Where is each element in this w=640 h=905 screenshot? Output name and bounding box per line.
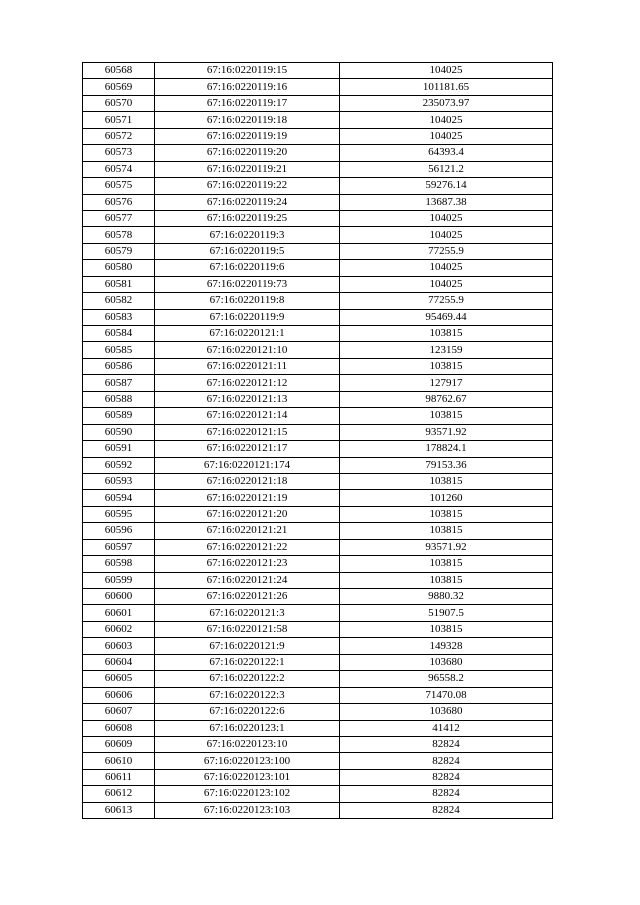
table-row xyxy=(83,128,553,144)
value-cell: 13687.38 xyxy=(340,194,553,210)
cadastral-number-cell: 67:16:0220119:24 xyxy=(155,194,340,210)
document-page xyxy=(82,62,553,819)
table-row xyxy=(83,589,553,605)
value-cell: 104025 xyxy=(340,227,553,243)
value-cell: 104025 xyxy=(340,210,553,226)
value-cell: 103680 xyxy=(340,704,553,720)
value-cell: 103815 xyxy=(340,326,553,342)
row-number-cell: 60582 xyxy=(83,293,155,309)
cadastral-number-cell: 67:16:0220123:103 xyxy=(155,802,340,818)
row-number-cell: 60568 xyxy=(83,63,155,79)
table-row xyxy=(83,473,553,489)
value-cell: 104025 xyxy=(340,276,553,292)
value-cell: 64393.4 xyxy=(340,145,553,161)
table-row xyxy=(83,769,553,785)
table-row xyxy=(83,408,553,424)
table-row xyxy=(83,654,553,670)
value-cell: 104025 xyxy=(340,128,553,144)
cadastral-number-cell: 67:16:0220119:8 xyxy=(155,293,340,309)
cadastral-number-cell: 67:16:0220119:73 xyxy=(155,276,340,292)
row-number-cell: 60590 xyxy=(83,424,155,440)
cadastral-number-cell: 67:16:0220121:23 xyxy=(155,556,340,572)
table-row xyxy=(83,95,553,111)
table-row xyxy=(83,704,553,720)
row-number-cell: 60598 xyxy=(83,556,155,572)
table-row xyxy=(83,539,553,555)
row-number-cell: 60586 xyxy=(83,358,155,374)
row-number-cell: 60595 xyxy=(83,506,155,522)
cadastral-number-cell: 67:16:0220119:6 xyxy=(155,260,340,276)
cadastral-number-cell: 67:16:0220119:16 xyxy=(155,79,340,95)
cadastral-number-cell: 67:16:0220119:3 xyxy=(155,227,340,243)
table-row xyxy=(83,687,553,703)
row-number-cell: 60603 xyxy=(83,638,155,654)
table-row xyxy=(83,227,553,243)
cadastral-number-cell: 67:16:0220122:3 xyxy=(155,687,340,703)
cadastral-number-cell: 67:16:0220121:58 xyxy=(155,621,340,637)
cadastral-number-cell: 67:16:0220122:1 xyxy=(155,654,340,670)
value-cell: 103815 xyxy=(340,572,553,588)
table-row xyxy=(83,276,553,292)
row-number-cell: 60588 xyxy=(83,391,155,407)
cadastral-number-cell: 67:16:0220121:13 xyxy=(155,391,340,407)
row-number-cell: 60606 xyxy=(83,687,155,703)
cadastral-number-cell: 67:16:0220121:10 xyxy=(155,342,340,358)
cadastral-number-cell: 67:16:0220123:101 xyxy=(155,769,340,785)
row-number-cell: 60574 xyxy=(83,161,155,177)
cadastral-number-cell: 67:16:0220123:102 xyxy=(155,786,340,802)
row-number-cell: 60581 xyxy=(83,276,155,292)
value-cell: 103815 xyxy=(340,621,553,637)
value-cell: 127917 xyxy=(340,375,553,391)
cadastral-number-cell: 67:16:0220121:17 xyxy=(155,441,340,457)
table-row xyxy=(83,342,553,358)
cadastral-number-cell: 67:16:0220119:19 xyxy=(155,128,340,144)
value-cell: 103815 xyxy=(340,358,553,374)
table-row xyxy=(83,605,553,621)
value-cell: 103815 xyxy=(340,556,553,572)
table-row xyxy=(83,194,553,210)
table-row xyxy=(83,326,553,342)
value-cell: 82824 xyxy=(340,802,553,818)
value-cell: 95469.44 xyxy=(340,309,553,325)
row-number-cell: 60608 xyxy=(83,720,155,736)
value-cell: 41412 xyxy=(340,720,553,736)
row-number-cell: 60592 xyxy=(83,457,155,473)
table-row xyxy=(83,572,553,588)
row-number-cell: 60591 xyxy=(83,441,155,457)
cadastral-number-cell: 67:16:0220119:25 xyxy=(155,210,340,226)
row-number-cell: 60577 xyxy=(83,210,155,226)
row-number-cell: 60573 xyxy=(83,145,155,161)
table-row xyxy=(83,309,553,325)
cadastral-number-cell: 67:16:0220119:20 xyxy=(155,145,340,161)
row-number-cell: 60578 xyxy=(83,227,155,243)
value-cell: 101260 xyxy=(340,490,553,506)
value-cell: 101181.65 xyxy=(340,79,553,95)
cadastral-number-cell: 67:16:0220121:11 xyxy=(155,358,340,374)
value-cell: 82824 xyxy=(340,736,553,752)
table-row xyxy=(83,260,553,276)
table-row xyxy=(83,720,553,736)
table-row xyxy=(83,145,553,161)
row-number-cell: 60610 xyxy=(83,753,155,769)
cadastral-number-cell: 67:16:0220123:10 xyxy=(155,736,340,752)
row-number-cell: 60594 xyxy=(83,490,155,506)
row-number-cell: 60601 xyxy=(83,605,155,621)
table-row xyxy=(83,621,553,637)
cadastral-number-cell: 67:16:0220122:2 xyxy=(155,671,340,687)
row-number-cell: 60593 xyxy=(83,473,155,489)
table-row xyxy=(83,802,553,818)
value-cell: 123159 xyxy=(340,342,553,358)
row-number-cell: 60583 xyxy=(83,309,155,325)
table-row xyxy=(83,79,553,95)
value-cell: 103680 xyxy=(340,654,553,670)
table-row xyxy=(83,523,553,539)
value-cell: 59276.14 xyxy=(340,178,553,194)
value-cell: 77255.9 xyxy=(340,243,553,259)
table-row xyxy=(83,786,553,802)
table-row xyxy=(83,178,553,194)
cadastral-number-cell: 67:16:0220121:24 xyxy=(155,572,340,588)
table-row xyxy=(83,638,553,654)
table-row xyxy=(83,424,553,440)
value-cell: 235073.97 xyxy=(340,95,553,111)
cadastral-number-cell: 67:16:0220121:14 xyxy=(155,408,340,424)
value-cell: 178824.1 xyxy=(340,441,553,457)
value-cell: 51907.5 xyxy=(340,605,553,621)
table-row xyxy=(83,506,553,522)
row-number-cell: 60604 xyxy=(83,654,155,670)
cadastral-number-cell: 67:16:0220121:1 xyxy=(155,326,340,342)
table-row xyxy=(83,243,553,259)
cadastral-number-cell: 67:16:0220121:12 xyxy=(155,375,340,391)
row-number-cell: 60572 xyxy=(83,128,155,144)
value-cell: 9880.32 xyxy=(340,589,553,605)
cadastral-number-cell: 67:16:0220119:9 xyxy=(155,309,340,325)
value-cell: 103815 xyxy=(340,408,553,424)
table-row xyxy=(83,293,553,309)
table-row xyxy=(83,112,553,128)
cadastral-number-cell: 67:16:0220119:18 xyxy=(155,112,340,128)
cadastral-number-cell: 67:16:0220123:1 xyxy=(155,720,340,736)
value-cell: 82824 xyxy=(340,769,553,785)
cadastral-number-cell: 67:16:0220121:19 xyxy=(155,490,340,506)
cadastral-number-cell: 67:16:0220121:21 xyxy=(155,523,340,539)
table-row xyxy=(83,671,553,687)
value-cell: 79153.36 xyxy=(340,457,553,473)
row-number-cell: 60609 xyxy=(83,736,155,752)
row-number-cell: 60605 xyxy=(83,671,155,687)
cadastral-number-cell: 67:16:0220121:15 xyxy=(155,424,340,440)
row-number-cell: 60579 xyxy=(83,243,155,259)
cadastral-number-cell: 67:16:0220123:100 xyxy=(155,753,340,769)
table-row xyxy=(83,736,553,752)
value-cell: 96558.2 xyxy=(340,671,553,687)
row-number-cell: 60596 xyxy=(83,523,155,539)
row-number-cell: 60611 xyxy=(83,769,155,785)
value-cell: 71470.08 xyxy=(340,687,553,703)
row-number-cell: 60585 xyxy=(83,342,155,358)
cadastral-number-cell: 67:16:0220119:5 xyxy=(155,243,340,259)
table-row xyxy=(83,375,553,391)
table-row xyxy=(83,490,553,506)
row-number-cell: 60570 xyxy=(83,95,155,111)
value-cell: 82824 xyxy=(340,753,553,769)
table-row xyxy=(83,441,553,457)
table-row xyxy=(83,358,553,374)
value-cell: 103815 xyxy=(340,473,553,489)
row-number-cell: 60597 xyxy=(83,539,155,555)
cadastral-number-cell: 67:16:0220121:20 xyxy=(155,506,340,522)
value-cell: 56121.2 xyxy=(340,161,553,177)
value-cell: 104025 xyxy=(340,260,553,276)
table-row xyxy=(83,210,553,226)
cadastral-number-cell: 67:16:0220121:3 xyxy=(155,605,340,621)
cadastral-number-cell: 67:16:0220121:9 xyxy=(155,638,340,654)
row-number-cell: 60602 xyxy=(83,621,155,637)
row-number-cell: 60576 xyxy=(83,194,155,210)
data-table xyxy=(82,62,553,819)
row-number-cell: 60600 xyxy=(83,589,155,605)
value-cell: 104025 xyxy=(340,112,553,128)
table-row xyxy=(83,391,553,407)
cadastral-number-cell: 67:16:0220122:6 xyxy=(155,704,340,720)
value-cell: 149328 xyxy=(340,638,553,654)
table-row xyxy=(83,161,553,177)
value-cell: 103815 xyxy=(340,506,553,522)
table-row xyxy=(83,63,553,79)
row-number-cell: 60584 xyxy=(83,326,155,342)
cadastral-number-cell: 67:16:0220119:21 xyxy=(155,161,340,177)
cadastral-number-cell: 67:16:0220121:174 xyxy=(155,457,340,473)
row-number-cell: 60580 xyxy=(83,260,155,276)
cadastral-number-cell: 67:16:0220119:17 xyxy=(155,95,340,111)
row-number-cell: 60571 xyxy=(83,112,155,128)
value-cell: 104025 xyxy=(340,63,553,79)
table-row xyxy=(83,556,553,572)
row-number-cell: 60569 xyxy=(83,79,155,95)
value-cell: 93571.92 xyxy=(340,539,553,555)
value-cell: 98762.67 xyxy=(340,391,553,407)
value-cell: 93571.92 xyxy=(340,424,553,440)
table-body xyxy=(83,63,553,819)
row-number-cell: 60589 xyxy=(83,408,155,424)
table-row xyxy=(83,753,553,769)
cadastral-number-cell: 67:16:0220121:26 xyxy=(155,589,340,605)
row-number-cell: 60587 xyxy=(83,375,155,391)
cadastral-number-cell: 67:16:0220119:22 xyxy=(155,178,340,194)
row-number-cell: 60599 xyxy=(83,572,155,588)
value-cell: 82824 xyxy=(340,786,553,802)
row-number-cell: 60575 xyxy=(83,178,155,194)
cadastral-number-cell: 67:16:0220119:15 xyxy=(155,63,340,79)
value-cell: 77255.9 xyxy=(340,293,553,309)
table-row xyxy=(83,457,553,473)
row-number-cell: 60613 xyxy=(83,802,155,818)
cadastral-number-cell: 67:16:0220121:18 xyxy=(155,473,340,489)
value-cell: 103815 xyxy=(340,523,553,539)
row-number-cell: 60607 xyxy=(83,704,155,720)
row-number-cell: 60612 xyxy=(83,786,155,802)
cadastral-number-cell: 67:16:0220121:22 xyxy=(155,539,340,555)
